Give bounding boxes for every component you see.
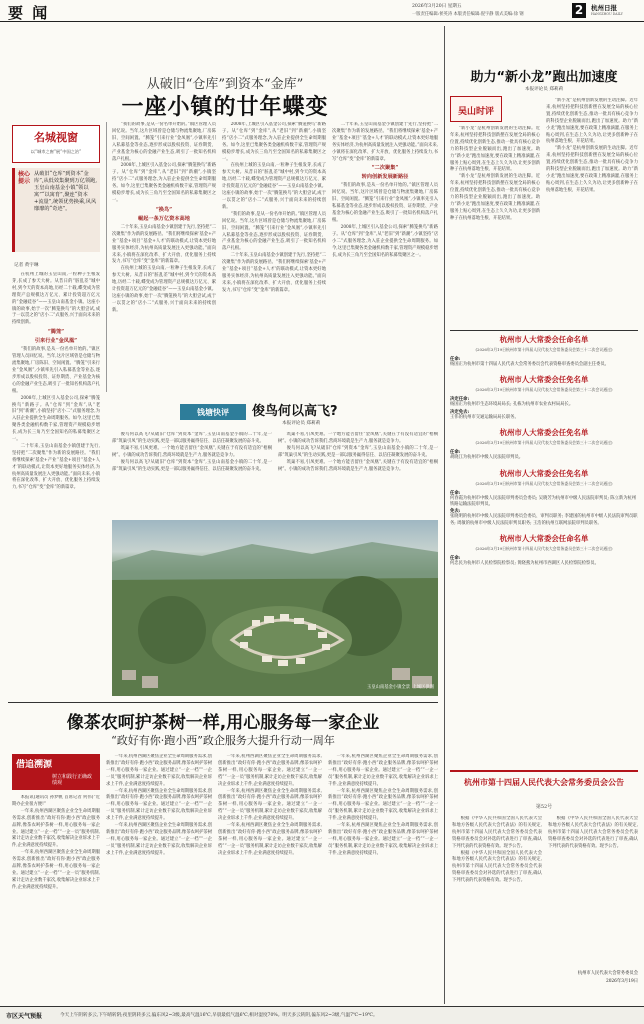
subhead-2: “换鸟” [155, 206, 173, 213]
story1-col2-text4: 在杭州上城的玉皇山南,一粒种子生根发芽,长成了参天大树。从昔日的“脏乱差”城中村,到今天的资本高地,历经二十载,蝶变成为管理资产总规模达万亿元、累计投资超万亿元的“金融硅谷”——玉皇山南基金小镇。这座小镇的故事,始于一次“腾笼换鸟”的大胆尝试,成于一以贯之的“店小二”式服务,兴于面向未来的持续创新。 [112, 266, 216, 313]
notice-group-label: 决定免去: [450, 409, 470, 415]
story3-badge [12, 754, 100, 790]
story3-headline: 像茶农呵护茶树一样,用心服务每一家企业 [66, 713, 380, 733]
notice-meta: (2026年3月19日杭州市第十四届人民代表大会常务委员会第三十二次会议通过) [475, 440, 613, 446]
announcement-text2: 根据《中华人民共和国全国人民代表大会和地方各级人民代表大会代表法》的有关规定,杭州市第十四届人民代表大会常务委员会代表资格审查委员会对补选的代表进行了审查,确认下列代表的代表资格有效。现予公告。 [452, 850, 542, 884]
announcement-rule [450, 770, 638, 772]
notice-title: 杭州市人大常委会任免名单 [499, 468, 589, 478]
section-title: 要 闻 [8, 4, 50, 22]
notice-block [450, 374, 638, 421]
story3-col2 [106, 754, 212, 1002]
weather-text: 今天上午阴转多云,下午晴转阴;夜里阴转多云,偏东风2~3级,最高气温16℃,早晨最低气温6℃,相对湿度70%。明天多云转阴,偏东风2~3级,气温7℃~19℃。 [60, 1013, 378, 1018]
notice-group-names: 杨国正为杭州市第十四届人民代表大会常务委员会代表资格审查委员会副主任委员。 [450, 362, 609, 367]
announcement-sign: 杭州市人民代表大会常务委员会 [577, 971, 638, 976]
notice-title: 杭州市人大常委会任命名单 [499, 534, 589, 544]
commentary-body6: 筑巢不易,引凤更难。一个地方能否留住“金凤凰”,关键在于有没有适宜的“梧桐树”。小镇的成功告诉我们,营商环境就是生产力,服务就是竞争力。 [278, 459, 438, 472]
announcement-title: 杭州市第十四届人民代表大会常务委员会公告 [464, 778, 624, 787]
notice-group-names: 何忠民为杭州市人民检察院检察员; 黄晓燕为杭州市西湖区人民检察院检察员。 [450, 561, 599, 567]
sidebar-body1: “新小龙”是杭州创新发展的生动注脚。近年来,杭州坚持把科技创新摆在发展全局的核心位置,持续优化创新生态,推动一批具有核心竞争力的科技型企业脱颖而出,跑出了加速度。助力“新小龙”跑出加速度,要在政策上精准滴灌,在服务上贴心周到,在生态上久久为功,让更多创新种子在杭州落地生根、开花结果。 [450, 126, 540, 173]
story1-headline: 一座小镇的廿年蝶变 [121, 95, 329, 120]
column-badge-title: 名城视窗 [34, 131, 78, 144]
notice-block [450, 334, 638, 368]
announcement-body [452, 816, 542, 1004]
story3-badge-main: 借追溯源 [16, 760, 53, 770]
story3-col2-body: 一年来,杭州西湖区聚焦企业全生命周期服务需求,创新推出“政好有你·跑小西”政企服务品牌,像茶农呵护茶树一样,用心服务每一家企业。通过建立“一企一档”“一企一员”服务机制,累计走访企业数千家次,收集解决企业诉求上千件,企业满意度持续提升。 [106, 754, 212, 787]
notice-group-names: 何春霞为杭州市中级人民法院审判委员会委员; 吴晓芳为杭州市中级人民法院审判员; 陈立新为杭州铁路运输法院审判员。 [450, 495, 637, 508]
story1-col2-text2: 2008年,上城区引入基金公司,探索“腾笼换鸟”新路子。从“仓库”到“金库”,从“老旧”到“新潮”,小镇坚持“店小二”式服务理念,为入驻企业提供全生命周期服务。如今,这里已集聚各类金融机构数千家,管理资产规模稳步增长,成为长三角乃至全国知名的私募集聚区之一。 [112, 163, 216, 203]
commentary-body5: 俊鸟何以高飞?从破旧“仓库”到资本“金库”,玉皇山南基金小镇的二十年,是一部“筑巢引凤”的生动实践,更是一部以服务赢得信任、以信任凝聚发展的奋斗史。 [278, 445, 438, 458]
notice-meta: (2026年3月19日杭州市第十四届人民代表大会常务委员会第三十二次会议通过) [475, 480, 613, 486]
page-number: 2 [572, 3, 586, 18]
sidebar-headline: 助力“新小龙”跑出加速度 [470, 70, 618, 85]
commentary-body1: 俊鸟何以高飞?从破旧“仓库”到资本“金库”,玉皇山南基金小镇的二十年,是一部“筑巢引凤”的生动实践,更是一部以服务赢得信任、以信任凝聚发展的奋斗史。 [112, 432, 272, 444]
paper-logo: 杭州日报 [591, 4, 617, 12]
announcement-body-2 [548, 816, 638, 966]
paper-logo-en: HANGZHOU DAILY [591, 12, 623, 16]
announcement-text3: 根据《中华人民共和国全国人民代表大会和地方各级人民代表大会代表法》的有关规定,杭州市第十四届人民代表大会常务委员会代表资格审查委员会对补选的代表进行了审查,确认下列代表的代表资格有效。现予公告。 [548, 816, 638, 849]
notice-group-label: 任命: [450, 490, 461, 496]
notice-title: 杭州市人大常委会任免名单 [499, 375, 589, 385]
notice-meta: (2026年3月19日杭州市第十四届人民代表大会常务委员会第三十二次会议通过) [475, 546, 613, 552]
core-text: 从破旧“仓库”到资本“金库”,从低效集聚到万亿领跑,玉皇山南基金小镇“领以寓”“以寓育”,聚连“资本+流量”,统领优势换乘,风风靡靡的“奇迹”。 [34, 171, 98, 212]
sidebar-body2: “新小龙”是杭州创新发展的生动注脚。近年来,杭州坚持把科技创新摆在发展全局的核心位置,持续优化创新生态,推动一批具有核心竞争力的科技型企业脱颖而出,跑出了加速度。助力“新小龙”跑出加速度,要在政策上精准滴灌,在服务上贴心周到,在生态上久久为功,让更多创新种子在杭州落地生根、开花结果。 [450, 174, 540, 221]
notice-meta: (2026年3月19日杭州市第十四届人民代表大会常务委员会第三十二次会议通过) [475, 347, 613, 352]
commentary-col1 [112, 432, 272, 516]
story1-col3-text3: “我们的故事,是从一份名单开始的。”镇区管理人员回忆说。当年,这片区域曾是仓储与物流集聚地,厂房陈旧、空间闲置。“腾笼”引来行业“金凤凰”,小镇率先引入私募基金等业态,逐步形成以股权投资、证券期货、产业基金为核心的金融产业生态,吸引了一批知名机构落户扎根。 [222, 211, 326, 252]
story1-byline: 记者 黄宇琳 [14, 263, 39, 268]
column-badge-sub: 以“城市之窗”展“中国之治” [30, 149, 82, 154]
town-photo-svg [112, 520, 438, 696]
story3-byline: 本报讯(通讯员 孙梦帆 首席记者 何伟)“近期办企业很方便!” [12, 795, 100, 807]
notice-group-label: 决定任命: [450, 397, 470, 403]
commentary-author: 本报评论员 郑莉莉 [282, 421, 321, 426]
story1-col1-more2: 2008年,上城区引入基金公司,探索“腾笼换鸟”新路子。从“仓库”到“金库”,从“老旧”到“新潮”,小镇坚持“店小二”式服务理念,为入驻企业提供全生命周期服务。如今,这里已集聚各类金融机构数千家,管理资产规模稳步增长,成为长三角乃至全国知名的私募集聚区之一。 [12, 395, 100, 443]
weather-label: 市区天气预报 [6, 1013, 43, 1020]
story3-col2-body3: 一年来,杭州西湖区聚焦企业全生命周期服务需求,创新推出“政好有你·跑小西”政企服务品牌,像茶农呵护茶树一样,用心服务每一家企业。通过建立“一企一档”“一企一员”服务机制,累计走访企业数千家次,收集解决企业诉求上千件,企业满意度持续提升。 [106, 823, 212, 856]
notice-block [450, 427, 638, 461]
commentary-body2: 筑巢不易,引凤更难。一个地方能否留住“金凤凰”,关键在于有没有适宜的“梧桐树”。小镇的成功告诉我们,营商环境就是生产力,服务就是竞争力。 [112, 445, 272, 458]
announcement-text: 根据《中华人民共和国全国人民代表大会和地方各级人民代表大会代表法》的有关规定,杭州市第十四届人民代表大会常务委员会代表资格审查委员会对补选的代表进行了审查,确认下列代表的代表资格有效。现予公告。 [452, 816, 542, 849]
story1-col3-text2: 在杭州上城的玉皇山南,一粒种子生根发芽,长成了参天大树。从昔日的“脏乱差”城中村,到今天的资本高地,历经二十载,蝶变成为管理资产总规模达万亿元、累计投资超万亿元的“金融硅谷”——玉皇山南基金小镇。这座小镇的故事,始于一次“腾笼换鸟”的大胆尝试,成于一以贯之的“店小二”式服务,兴于面向未来的持续创新。 [222, 163, 326, 210]
sidebar-badge [450, 96, 502, 122]
sidebar-col1 [450, 126, 540, 322]
photo-caption: 玉皇山南基金小镇全景 [367, 685, 410, 690]
story1-col4-text3: 2008年,上城区引入基金公司,探索“腾笼换鸟”新路子。从“仓库”到“金库”,从“老旧”到“新潮”,小镇坚持“店小二”式服务理念,为入驻企业提供全生命周期服务。如今,这里已集聚各类金融机构数千家,管理资产规模稳步增长,成为长三角乃至全国知名的私募集聚区之一。 [332, 224, 438, 258]
notice-group-label: 免去: [450, 509, 461, 515]
sidebar-author: 本报评论员 郑莉莉 [524, 87, 564, 92]
photo-credit: 上城区供图 [412, 685, 434, 690]
notice-meta: (2026年3月19日杭州市第十四届人民代表大会常务委员会第三十二次会议通过) [475, 387, 613, 393]
story1-col3 [222, 122, 326, 392]
story3-col1-body: 一年来,杭州西湖区聚焦企业全生命周期服务需求,创新推出“政好有你·跑小西”政企服务品牌,像茶农呵护茶树一样,用心服务每一家企业。通过建立“一企一档”“一企一员”服务机制,累计走访企业数千家次,收集解决企业诉求上千件,企业满意度持续提升。 [12, 808, 100, 849]
notice-title: 杭州市人大常委会任免名单 [499, 428, 589, 438]
subhead-1b: 引来行业“金凤凰” [34, 338, 78, 345]
story1-col2-text3: 二十年来,玉皇山南基金小镇创建于先行,坚持把“二次聚集”作为新的发展路径。“我们将继续探索‘基金+产业’‘基金+项目’‘基金+人才’的联动模式,让资本更好地服务实体经济,为杭州高质量发展注入更强动能。”面向未来,小镇将在深化改革、扩大开放、优化服务上持续发力,书写“仓库”变“金库”的新篇章。 [112, 224, 216, 265]
story3-col4-body3: 一年来,杭州西湖区聚焦企业全生命周期服务需求,创新推出“政好有你·跑小西”政企服务品牌,像茶农呵护茶树一样,用心服务每一家企业。通过建立“一企一档”“一企一员”服务机制,累计走访企业数千家次,收集解决企业诉求上千件,企业满意度持续提升。 [328, 823, 438, 856]
story1-col3-text4: 二十年来,玉皇山南基金小镇创建于先行,坚持把“二次聚集”作为新的发展路径。“我们将继续探索‘基金+产业’‘基金+项目’‘基金+人才’的联动模式,让资本更好地服务实体经济,为杭州高质量发展注入更强动能。”面向未来,小镇将在深化改革、扩大开放、优化服务上持续发力,书写“仓库”变“金库”的新篇章。 [222, 253, 326, 293]
story3-col4-body: 一年来,杭州西湖区聚焦企业全生命周期服务需求,创新推出“政好有你·跑小西”政企服务品牌,像茶农呵护茶树一样,用心服务每一家企业。通过建立“一企一档”“一企一员”服务机制,累计走访企业数千家次,收集解决企业诉求上千件,企业满意度持续提升。 [328, 754, 438, 787]
weather-bar [0, 1006, 644, 1024]
story1-col4 [332, 122, 438, 392]
column-badge [12, 125, 100, 163]
sidebar-body4: “新小龙”是杭州创新发展的生动注脚。近年来,杭州坚持把科技创新摆在发展全局的核心位置,持续优化创新生态,推动一批具有核心竞争力的科技型企业脱颖而出,跑出了加速度。助力“新小龙”跑出加速度,要在政策上精准滴灌,在服务上贴心周到,在生态上久久为功,让更多创新种子在杭州落地生根、开花结果。 [546, 146, 638, 193]
subhead-3: “二次聚集” [371, 165, 399, 172]
story1-kicker: 从破旧“仓库”到资本“金库” [146, 77, 304, 92]
editor-credits: 一版责任编辑:侯英涛 本版责任编辑:倪宇静 版式美编:徐 钢 [412, 12, 524, 17]
story3-col2-body2: 一年来,杭州西湖区聚焦企业全生命周期服务需求,创新推出“政好有你·跑小西”政企服务品牌,像茶农呵护茶树一样,用心服务每一家企业。通过建立“一企一档”“一企一员”服务机制,累计走访企业数千家次,收集解决企业诉求上千件,企业满意度持续提升。 [106, 788, 212, 822]
story3-col3 [218, 754, 322, 1002]
issue-date: 2026年3月20日 星期五 [412, 4, 462, 9]
notices-area [450, 334, 638, 764]
commentary-body3: 俊鸟何以高飞?从破旧“仓库”到资本“金库”,玉皇山南基金小镇的二十年,是一部“筑巢引凤”的生动实践,更是一部以服务赢得信任、以信任凝聚发展的奋斗史。 [112, 459, 272, 472]
sidebar-badge-text: 吴山时评 [457, 107, 494, 117]
story3-col3-body: 一年来,杭州西湖区聚焦企业全生命周期服务需求,创新推出“政好有你·跑小西”政企服务品牌,像茶农呵护茶树一样,用心服务每一家企业。通过建立“一企一档”“一企一员”服务机制,累计走访企业数千家次,收集解决企业诉求上千件,企业满意度持续提升。 [218, 754, 322, 787]
notice-group-names: 王伟的杭州市交通运输局局长职务。 [450, 414, 519, 420]
town-photo [112, 520, 438, 696]
commentary-body4: 筑巢不易,引凤更难。一个地方能否留住“金凤凰”,关键在于有没有适宜的“梧桐树”。小镇的成功告诉我们,营商环境就是生产力,服务就是竞争力。 [278, 432, 438, 444]
commentary-badge-text: 钱塘快评 [197, 407, 229, 417]
story1-col1 [12, 272, 100, 698]
notice-group-names: 张晓明的杭州市中级人民法院审判委员会委员、审判员职务; 李建国的杭州市中级人民法院审判员职务; 周敏的杭州市中级人民法院审判员职务; 王浩的杭州互联网法院审判员职务。 [450, 514, 638, 526]
sidebar-divider [444, 26, 445, 1004]
announcement-no: 第52号 [535, 804, 553, 810]
notice-block [450, 468, 638, 528]
notice-title: 杭州市人大常委会任命名单 [499, 335, 589, 344]
masthead-bar [0, 0, 644, 22]
story1-col1-more3: 二十年来,玉皇山南基金小镇创建于先行,坚持把“二次聚集”作为新的发展路径。“我们将继续探索‘基金+产业’‘基金+项目’‘基金+人才’的联动模式,让资本更好地服务实体经济,为杭州高质量发展注入更强动能。”面向未来,小镇将在深化改革、扩大开放、优化服务上持续发力,书写“仓库”变“金库”的新篇章。 [12, 443, 100, 491]
story1-col4-text: 二十年来,玉皇山南基金小镇创建于先行,坚持把“二次聚集”作为新的发展路径。“我们将继续探索‘基金+产业’‘基金+项目’‘基金+人才’的联动模式,让资本更好地服务实体经济,为杭州高质量发展注入更强动能。”面向未来,小镇将在深化改革、扩大开放、优化服务上持续发力,书写“仓库”变“金库”的新篇章。 [332, 122, 438, 162]
core-label: 核心提示 [18, 171, 31, 185]
story1-col1-more: “我们的故事,是从一份名单开始的。”镇区管理人员回忆说。当年,这片区域曾是仓储与物流集聚地,厂房陈旧、空间闲置。“腾笼”引来行业“金凤凰”,小镇率先引入私募基金等业态,逐步形成以股权投资、证券期货、产业基金为核心的金融产业生态,吸引了一批知名机构落户扎根。 [12, 347, 100, 394]
notice-rule [450, 330, 638, 331]
subhead-3b: 转向创新发展新路径 [361, 174, 409, 181]
announcement-date: 2026年3月19日 [605, 979, 638, 984]
story1-col4-text2: “我们的故事,是从一份名单开始的。”镇区管理人员回忆说。当年,这片区域曾是仓储与物流集聚地,厂房陈旧、空间闲置。“腾笼”引来行业“金凤凰”,小镇率先引入私募基金等业态,逐步形成以股权投资、证券期货、产业基金为核心的金融产业生态,吸引了一批知名机构落户扎根。 [332, 183, 438, 223]
story3-subtitle: “政好有你·跑小西”政企服务大提升行动一周年 [111, 734, 335, 747]
subhead-2b: 崛起一条万亿资本高地 [138, 215, 190, 222]
story3-badge-sub: 树立和践行正确政绩观 [52, 774, 93, 786]
notice-group-names: 胡晓江为杭州市中级人民法院审判员。 [450, 455, 524, 461]
notice-group-label: 任命: [450, 556, 461, 562]
subhead-1: “腾笼” [47, 329, 65, 336]
story3-col3-body2: 一年来,杭州西湖区聚焦企业全生命周期服务需求,创新推出“政好有你·跑小西”政企服务品牌,像茶农呵护茶树一样,用心服务每一家企业。通过建立“一企一档”“一企一员”服务机制,累计走访企业数千家次,收集解决企业诉求上千件,企业满意度持续提升。 [218, 788, 322, 822]
sidebar-col2 [546, 98, 638, 322]
story3-col3-body3: 一年来,杭州西湖区聚焦企业全生命周期服务需求,创新推出“政好有你·跑小西”政企服务品牌,像茶农呵护茶树一样,用心服务每一家企业。通过建立“一企一档”“一企一员”服务机制,累计走访企业数千家次,收集解决企业诉求上千件,企业满意度持续提升。 [218, 823, 322, 856]
core-box [12, 168, 100, 252]
story3-top-rule [8, 702, 438, 703]
story3-col4 [328, 754, 438, 1002]
notice-group-label: 任命: [450, 357, 461, 362]
notice-group-names: 杨国正为杭州市生态环境局局长; 孔栋为杭州市农业农村局局长。 [450, 402, 574, 408]
story3-col1-body2: 一年来,杭州西湖区聚焦企业全生命周期服务需求,创新推出“政好有你·跑小西”政企服务品牌,像茶农呵护茶树一样,用心服务每一家企业。通过建立“一企一档”“一企一员”服务机制,累计走访企业数千家次,收集解决企业诉求上千件,企业满意度持续提升。 [12, 850, 100, 890]
commentary-headline: 俊鸟何以高飞? [252, 404, 338, 419]
divider [106, 122, 107, 392]
notice-block [450, 533, 638, 567]
notice-group-label: 任命: [450, 450, 461, 456]
story3-col4-body2: 一年来,杭州西湖区聚焦企业全生命周期服务需求,创新推出“政好有你·跑小西”政企服务品牌,像茶农呵护茶树一样,用心服务每一家企业。通过建立“一企一档”“一企一员”服务机制,累计走访企业数千家次,收集解决企业诉求上千件,企业满意度持续提升。 [328, 788, 438, 822]
story1-col2 [112, 122, 216, 392]
commentary-col2 [278, 432, 438, 516]
story1-col1-text: 在杭州上城的玉皇山南,一粒种子生根发芽,长成了参天大树。从昔日的“脏乱差”城中村,到今天的资本高地,历经二十载,蝶变成为管理资产总规模达万亿元、累计投资超万亿元的“金融硅谷”——玉皇山南基金小镇。这座小镇的故事,始于一次“腾笼换鸟”的大胆尝试,成于一以贯之的“店小二”式服务,兴于面向未来的持续创新。 [12, 272, 100, 326]
commentary-badge [180, 404, 246, 420]
story3-col1 [12, 795, 100, 1001]
sidebar-body3: “新小龙”是杭州创新发展的生动注脚。近年来,杭州坚持把科技创新摆在发展全局的核心位置,持续优化创新生态,推动一批具有核心竞争力的科技型企业脱颖而出,跑出了加速度。助力“新小龙”跑出加速度,要在政策上精准滴灌,在服务上贴心周到,在生态上久久为功,让更多创新种子在杭州落地生根、开花结果。 [546, 98, 638, 145]
story1-col3-text: 2008年,上城区引入基金公司,探索“腾笼换鸟”新路子。从“仓库”到“金库”,从“老旧”到“新潮”,小镇坚持“店小二”式服务理念,为入驻企业提供全生命周期服务。如今,这里已集聚各类金融机构数千家,管理资产规模稳步增长,成为长三角乃至全国知名的私募集聚区之一。 [222, 122, 326, 162]
story1-col2-text: “我们的故事,是从一份名单开始的。”镇区管理人员回忆说。当年,这片区域曾是仓储与物流集聚地,厂房陈旧、空间闲置。“腾笼”引来行业“金凤凰”,小镇率先引入私募基金等业态,逐步形成以股权投资、证券期货、产业基金为核心的金融产业生态,吸引了一批知名机构落户扎根。 [112, 122, 216, 162]
